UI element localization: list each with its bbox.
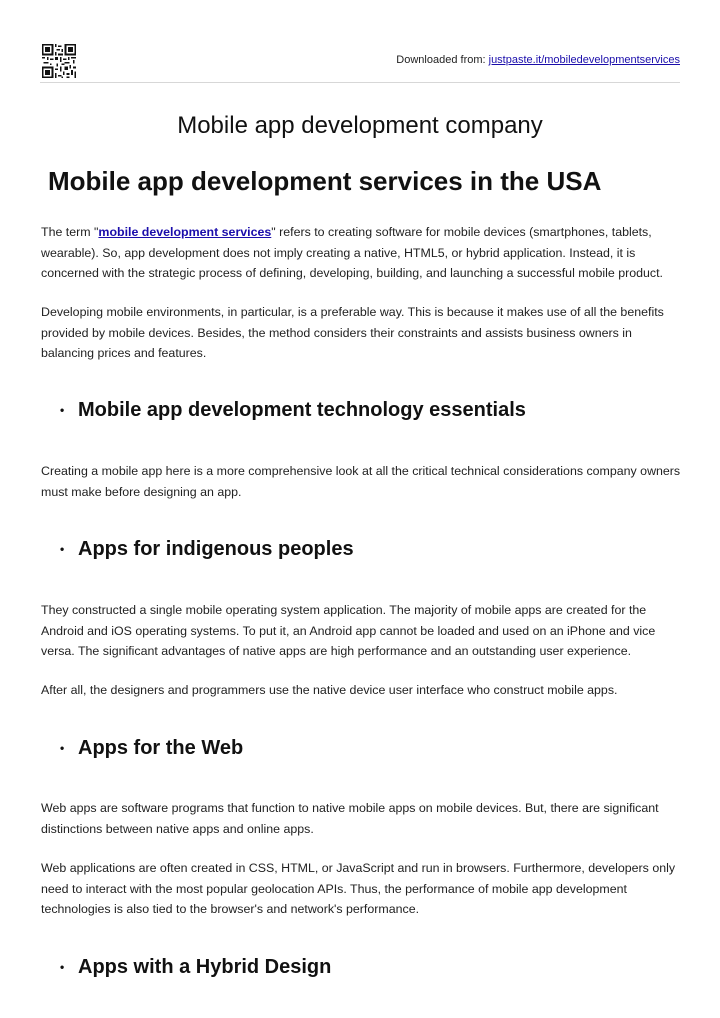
- section-heading-text: Apps with a Hybrid Design: [78, 956, 332, 978]
- section-heading-text: Apps for the Web: [78, 737, 244, 759]
- download-link[interactable]: justpaste.it/mobiledevelopmentservices: [488, 54, 680, 66]
- paragraph: Web apps are software programs that function to native mobile apps on mobile devices. But, there are significant distinctions between native apps and online apps.: [41, 801, 659, 836]
- section-heading-text: Apps for indigenous peoples: [78, 538, 354, 560]
- page-header: [40, 42, 680, 83]
- section-heading-technology-essentials: [60, 399, 526, 422]
- document-title: Mobile app development company: [177, 112, 543, 139]
- bullet-icon: •: [60, 542, 65, 556]
- download-prefix: Downloaded from:: [396, 54, 489, 66]
- intro-text-before: The term ": [41, 225, 99, 239]
- paragraph: Creating a mobile app here is a more comprehensive look at all the critical technical considerations company owners must make before designing an app.: [41, 464, 681, 499]
- bullet-icon: •: [60, 960, 65, 974]
- intro-text-after: " refers to creating software for mobile devices (smartphones, tablets, wearable). So, app development does not imply creating a native, HTML5, or hybrid application. Instead, it is concerned with the strategic process of defining, developing, building, and launching a successful mobile product.: [41, 225, 663, 280]
- mobile-development-services-link[interactable]: mobile development services: [98, 225, 272, 239]
- intro-paragraph: [41, 222, 681, 284]
- paragraph: After all, the designers and programmers use the native device user interface who construct mobile apps.: [41, 683, 618, 697]
- paragraph: They constructed a single mobile operating system application. The majority of mobile apps are created for the Android and iOS operating systems. To put it, an Android app cannot be loaded and used on an iPhone and vice versa. The significant advantages of native apps are high performance and an outstanding user experience.: [41, 603, 656, 658]
- section-heading-text: Mobile app development technology essentials: [78, 399, 526, 421]
- paragraph: Developing mobile environments, in particular, is a preferable way. This is because it makes use of all the benefits provided by mobile devices. Besides, the method considers their constraints and assists business owners in balancing prices and features.: [41, 305, 664, 360]
- section-heading-indigenous-apps: [60, 538, 354, 561]
- bullet-icon: •: [60, 403, 65, 417]
- main-heading: Mobile app development services in the USA: [48, 166, 602, 196]
- qr-code-icon: [42, 44, 76, 78]
- bullet-icon: •: [60, 741, 65, 755]
- download-source: [396, 54, 680, 66]
- paragraph: Web applications are often created in CSS, HTML, or JavaScript and run in browsers. Furthermore, developers only need to interact with the most popular geolocation APIs. Thus, the performance of mobile app development technologies is also tied to the browser's and network's performance.: [41, 861, 676, 916]
- section-heading-web-apps: [60, 737, 243, 760]
- section-heading-hybrid-apps: [60, 956, 331, 979]
